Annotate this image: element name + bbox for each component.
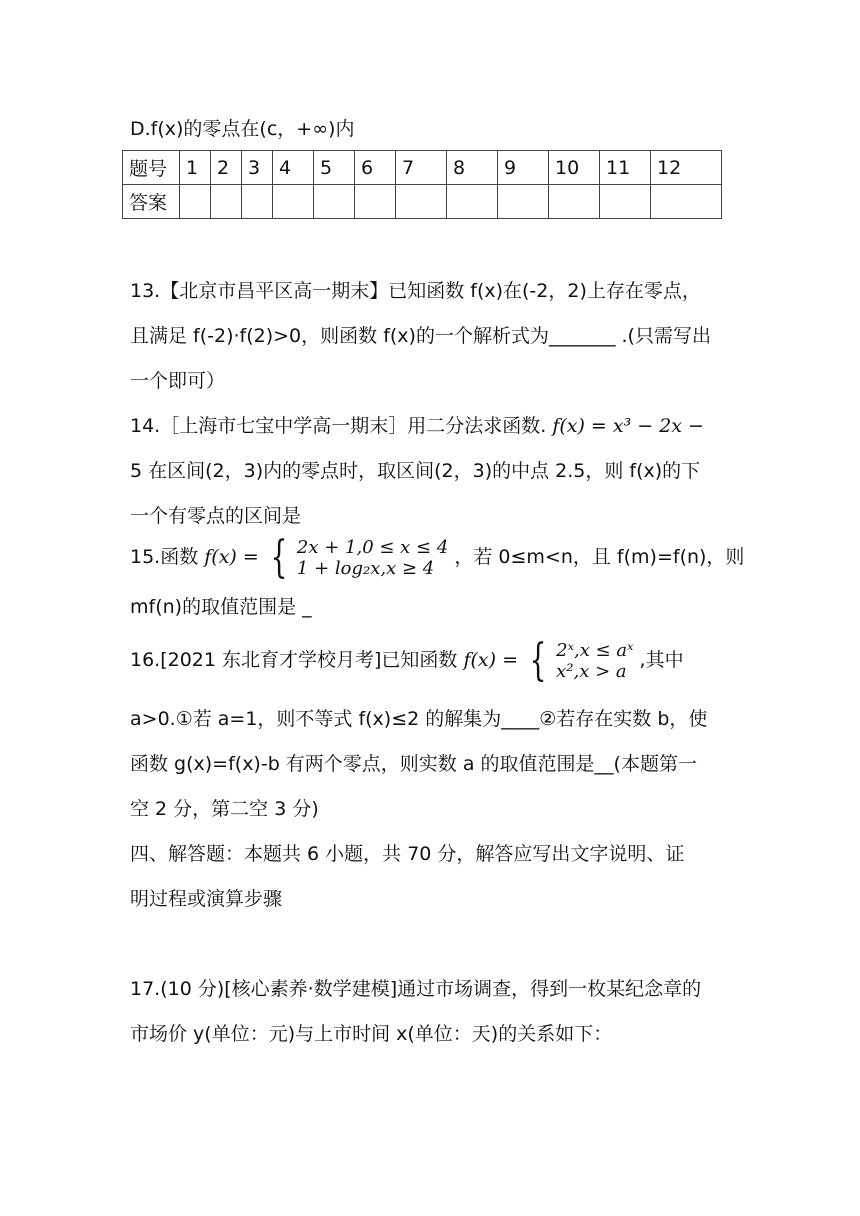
number-cell: 2 <box>211 151 242 185</box>
answer-label-cell: 答案 <box>123 185 180 219</box>
q14-text: 14.［上海市七宝中学高一期末］用二分法求函数. <box>130 415 547 437</box>
answer-cell <box>355 185 396 219</box>
q15-suffix: ，若 0≤m<n，且 f(m)=f(n)，则 <box>454 546 745 568</box>
q16-case2: x²,x > a <box>556 660 627 682</box>
q16-brace: { <box>529 634 547 686</box>
q17-line2: 市场价 y(单位：元)与上市时间 x(单位：天)的关系如下： <box>130 1023 613 1045</box>
q14-formula: f(x) = x³ − 2x − <box>552 415 704 437</box>
number-cell: 10 <box>549 151 600 185</box>
number-cell: 8 <box>447 151 498 185</box>
q14-line2: 5 在区间(2，3)内的零点时，取区间(2，3)的中点 2.5，则 f(x)的下 <box>130 460 701 482</box>
number-cell: 6 <box>355 151 396 185</box>
answer-cell <box>211 185 242 219</box>
answer-cell <box>273 185 314 219</box>
option-d: D.f(x)的零点在(c，+∞)内 <box>130 118 355 140</box>
q16-line2: a>0.①若 a=1，则不等式 f(x)≤2 的解集为____②若存在实数 b，使 <box>130 708 708 730</box>
q16-line3: 函数 g(x)=f(x)-b 有两个零点，则实数 a 的取值范围是__(本题第一 <box>130 753 697 775</box>
q15-case2: 1 + log₂x,x ≥ 4 <box>296 557 435 579</box>
answer-cell <box>651 185 722 219</box>
q16-line1 <box>130 634 684 686</box>
q15-prefix: 15.函数 <box>130 546 199 568</box>
number-cell: 7 <box>396 151 447 185</box>
q16-suffix: ,其中 <box>639 649 684 671</box>
q16-fx: f(x) = <box>463 649 519 671</box>
q16-case1: 2ˣ,x ≤ aˣ <box>556 639 634 661</box>
q15-line2: mf(n)的取值范围是 _ <box>130 596 312 618</box>
q13-line3: 一个即可） <box>130 370 226 392</box>
answer-cell <box>314 185 355 219</box>
answer-table-answer-row <box>123 185 722 219</box>
q15-brace: { <box>270 531 288 583</box>
q17-line1: 17.(10 分)[核心素养·数学建模]通过市场调查，得到一枚某纪念章的 <box>130 978 702 1000</box>
number-cell: 1 <box>180 151 211 185</box>
number-cell: 11 <box>600 151 651 185</box>
number-cell: 3 <box>242 151 273 185</box>
answer-cell <box>242 185 273 219</box>
number-cell: 5 <box>314 151 355 185</box>
answer-table-header-row <box>123 151 722 185</box>
q15-line1 <box>130 533 744 581</box>
q13-line1: 13.【北京市昌平区高一期末】已知函数 f(x)在(-2，2)上存在零点， <box>130 280 701 302</box>
q16-line4: 空 2 分，第二空 3 分) <box>130 798 319 820</box>
section4-line1: 四、解答题：本题共 6 小题，共 70 分，解答应写出文字说明、证 <box>130 843 685 865</box>
q13-line2: 且满足 f(-2)·f(2)>0，则函数 f(x)的一个解析式为_______ .(只需写出 <box>130 325 711 347</box>
answer-table <box>122 150 722 219</box>
answer-cell <box>447 185 498 219</box>
number-cell: 4 <box>273 151 314 185</box>
q15-case1: 2x + 1,0 ≤ x ≤ 4 <box>296 536 449 558</box>
answer-cell <box>396 185 447 219</box>
header-label-cell: 题号 <box>123 151 180 185</box>
q15-fx: f(x) = <box>204 546 259 568</box>
q14-line1 <box>130 414 704 438</box>
q14-line3: 一个有零点的区间是 <box>130 505 302 527</box>
answer-cell <box>600 185 651 219</box>
answer-cell <box>180 185 211 219</box>
number-cell: 12 <box>651 151 722 185</box>
number-cell: 9 <box>498 151 549 185</box>
answer-cell <box>498 185 549 219</box>
q16-piecewise <box>556 640 633 682</box>
section4-line2: 明过程或演算步骤 <box>130 888 283 910</box>
q15-piecewise <box>297 537 448 579</box>
q16-prefix: 16.[2021 东北育才学校月考]已知函数 <box>130 649 458 671</box>
answer-cell <box>549 185 600 219</box>
